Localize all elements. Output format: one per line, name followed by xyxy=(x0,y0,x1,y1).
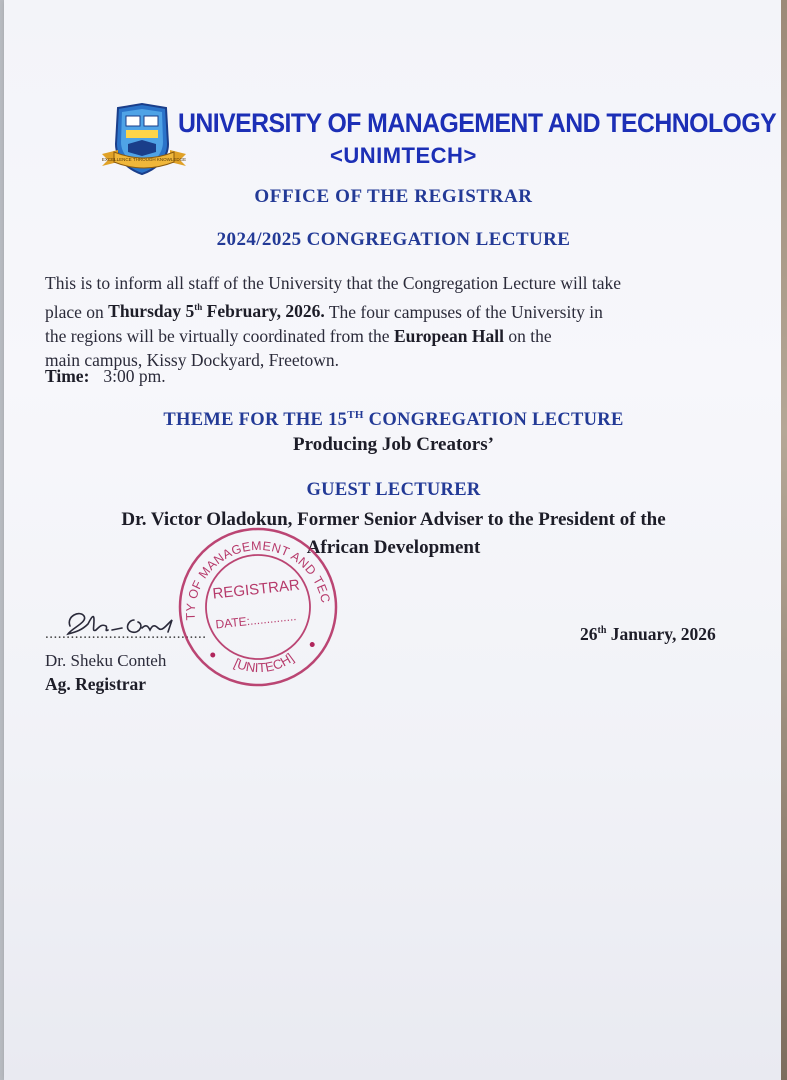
guest-lecturer-line-1: Dr. Victor Oladokun, Former Senior Adviser to the President of the xyxy=(121,509,666,530)
event-date-rest: February, 2026. xyxy=(202,301,325,322)
stamp-top-text: UNIVERSITY OF MANAGEMENT AND TECHNOLOGY xyxy=(183,538,333,621)
signatory-name: Dr. Sheku Conteh xyxy=(45,651,167,670)
date-suffix: th xyxy=(597,625,607,637)
body-line-2-lead: place on xyxy=(45,301,109,322)
university-abbreviation: <UNIMTECH> xyxy=(330,143,477,168)
office-heading: OFFICE OF THE REGISTRAR xyxy=(254,186,533,207)
announcement-body xyxy=(45,271,745,373)
guest-lecturer-line-2: African Development xyxy=(306,537,481,558)
svg-text:UNIVERSITY OF MANAGEMENT AND T xyxy=(170,522,333,623)
theme-heading xyxy=(0,409,787,431)
signature-line: ...................................... xyxy=(45,626,207,642)
registrar-stamp xyxy=(170,522,345,692)
body-line-4: main campus, Kissy Dockyard, Freetown. xyxy=(45,350,340,371)
date-day: 26 xyxy=(580,624,598,644)
university-crest-icon xyxy=(98,100,190,180)
lecture-title: 2024/2025 CONGREGATION LECTURE xyxy=(216,229,571,250)
signatory-role: Ag. Registrar xyxy=(45,674,147,694)
stamp-date-field: DATE:.............. xyxy=(214,609,298,632)
svg-text:[UNITECH] xyxy=(230,649,297,678)
svg-text:EXCELLENCE THROUGH KNOWLEDGE: EXCELLENCE THROUGH KNOWLEDGE xyxy=(101,157,187,162)
event-time xyxy=(45,366,166,387)
body-line-1: This is to inform all staff of the University that the Congregation Lecture will take xyxy=(45,273,622,293)
event-venue: European Hall xyxy=(393,325,504,346)
time-value: 3:00 pm. xyxy=(103,366,166,386)
theme-heading-lead: THEME FOR THE 15 xyxy=(163,410,348,431)
body-line-2 xyxy=(45,296,745,324)
guest-lecturer-heading: GUEST LECTURER xyxy=(306,480,481,500)
stamp-bottom-text: [UNITECH] xyxy=(231,650,297,676)
time-label: Time: xyxy=(45,366,90,386)
event-date xyxy=(108,301,325,321)
body-line-2-tail: The four campuses of the University in xyxy=(324,301,603,322)
body-line-3-tail: on the xyxy=(504,325,552,346)
theme-heading-suffix: TH xyxy=(347,409,364,421)
stamp-title: REGISTRAR xyxy=(211,576,301,603)
theme-title: Producing Job Creators’ xyxy=(293,434,494,455)
date-rest: January, 2026 xyxy=(606,624,716,644)
event-date-suffix: th xyxy=(194,302,203,313)
body-line-3-lead: the regions will be virtually coordinated from the xyxy=(45,325,394,346)
theme-heading-tail: CONGREGATION LECTURE xyxy=(363,410,624,431)
body-line-3 xyxy=(45,324,745,349)
document-date xyxy=(580,624,716,645)
university-name: UNIVERSITY OF MANAGEMENT AND TECHNOLOGY xyxy=(178,108,777,138)
event-date-day: Thursday 5 xyxy=(108,301,195,322)
